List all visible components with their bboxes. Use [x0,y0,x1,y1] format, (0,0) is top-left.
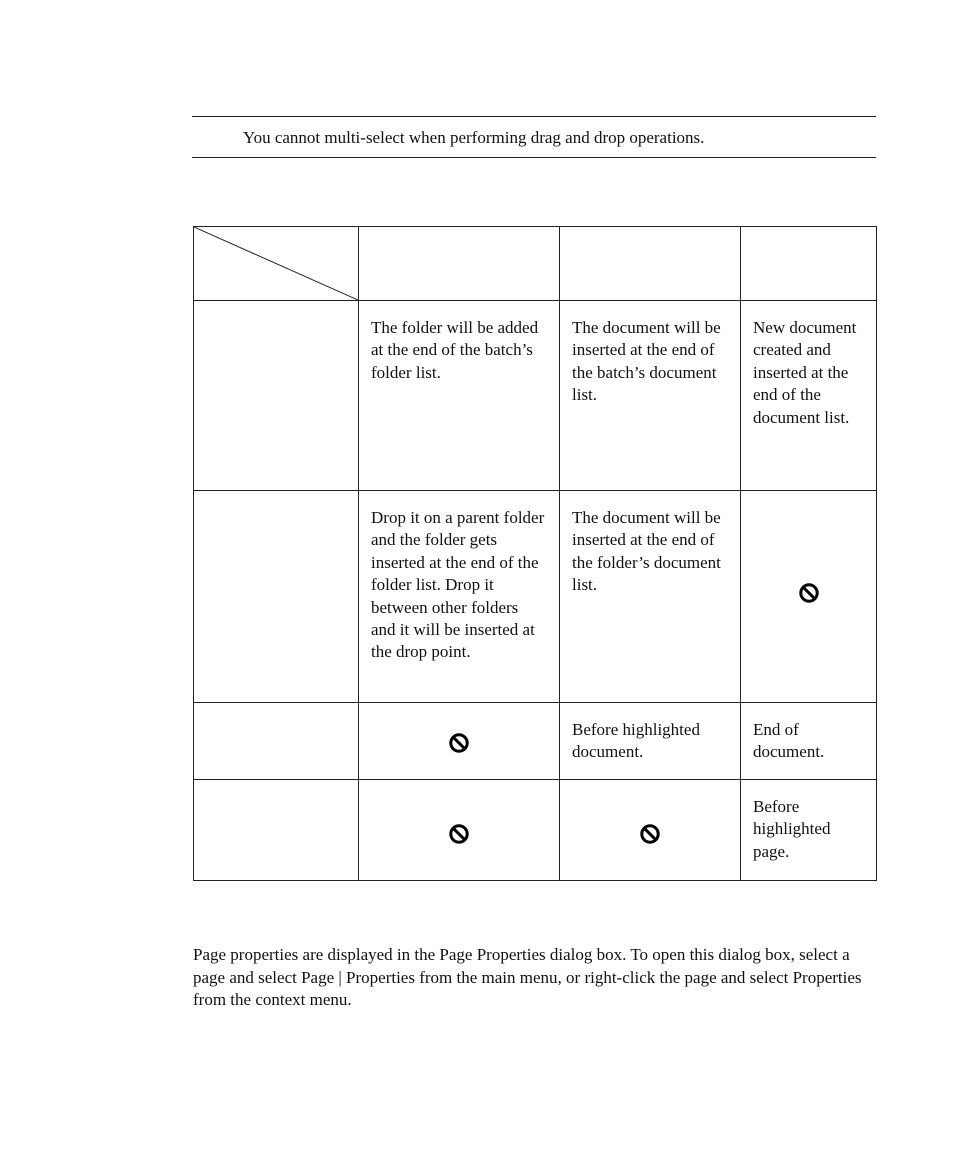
not-allowed-icon [798,582,820,604]
table-cell [359,780,560,881]
table-cell: Drop it on a parent folder and the folder gets inserted at the end of the folder list. Drop it between other folders and it will be inserted at the drop point. [359,491,560,703]
table-cell [359,703,560,780]
row-header-cell [194,780,359,881]
table-header-cell [359,227,560,301]
page-properties-paragraph: Page properties are displayed in the Page Properties dialog box. To open this dialog box, select a page and select Page | Properties from the main menu, or right-click the page and select Properties from the context menu. [193,945,862,1009]
table-cell: New document created and inserted at the end of the document list. [741,301,877,491]
table-header-cell [741,227,877,301]
table-cell [741,491,877,703]
not-allowed-icon [448,732,470,754]
table-row [194,703,877,780]
not-allowed-icon [448,823,470,845]
note-box [192,116,876,158]
not-allowed-icon [639,823,661,845]
table-cell: End of document. [741,703,877,780]
table-cell: The document will be inserted at the end of the folder’s document list. [560,491,741,703]
row-header-cell [194,703,359,780]
drag-drop-table [193,226,877,881]
row-header-cell [194,301,359,491]
table-cell: The folder will be added at the end of the batch’s folder list. [359,301,560,491]
table-header-cell [560,227,741,301]
table-cell [560,780,741,881]
table-row [194,491,877,703]
diagonal-divider [194,227,358,300]
note-text: You cannot multi-select when performing drag and drop operations. [243,128,705,147]
table-cell: Before highlighted document. [560,703,741,780]
table-cell: The document will be inserted at the end of the batch’s document list. [560,301,741,491]
table-corner-cell [194,227,359,301]
table-row [194,301,877,491]
table-cell: Before highlighted page. [741,780,877,881]
table-header-row [194,227,877,301]
table-row [194,780,877,881]
row-header-cell [194,491,359,703]
